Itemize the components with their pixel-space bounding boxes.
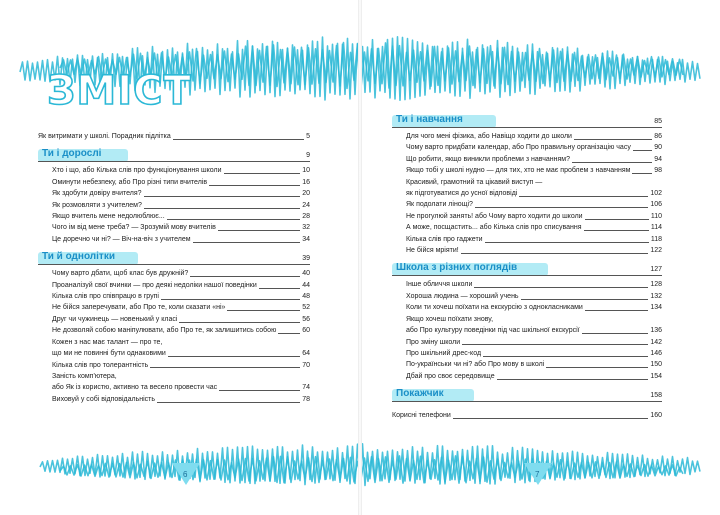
toc-item-page: 44 [302, 281, 310, 289]
toc-item-title: Як розмовляти з учителем? [52, 201, 142, 209]
toc-item[interactable] [392, 154, 662, 165]
toc-item-title: Про шкільний дрес-код [406, 349, 482, 357]
section-title: Ти і навчання [396, 114, 463, 125]
toc-item-page: 10 [302, 167, 310, 175]
toc-item[interactable] [38, 188, 310, 199]
right-page [360, 0, 720, 515]
toc-item[interactable] [38, 325, 310, 336]
toc-item-page: 86 [654, 133, 662, 140]
toc-item-page: 60 [302, 327, 310, 335]
toc-item-title: Якщо хочеш поїхати знову, [406, 315, 494, 323]
toc-item-page: 154 [650, 372, 662, 380]
section-page: 9 [306, 152, 310, 159]
toc-item-title: Не дозволяй собою маніпулювати, або Про те, як залишитись собою [52, 327, 277, 335]
toc-item-page: 94 [654, 155, 662, 163]
toc-item-title: Для чого мені фізика, або Навіщо ходити до школи [406, 133, 572, 140]
toc-item-title: Чому варто дбати, щоб клас був дружній? [52, 270, 189, 278]
toc-item[interactable] [392, 142, 662, 153]
toc-item[interactable] [38, 371, 310, 382]
toc-item-page: 106 [650, 201, 662, 209]
section-title: Покажчик [396, 388, 444, 400]
toc-item[interactable] [38, 222, 310, 233]
toc-item-page: 20 [302, 190, 310, 198]
toc-item-title: Як витримати у школі. Порадник підлітка [38, 133, 171, 140]
toc-item-page: 134 [650, 304, 662, 312]
toc-item[interactable] [392, 359, 662, 370]
toc-item-title: що ми не повинні бути однаковими [52, 350, 166, 358]
toc-item-page: 70 [302, 361, 310, 369]
toc-item[interactable] [392, 211, 662, 222]
toc-left [38, 131, 310, 405]
toc-item[interactable] [38, 291, 310, 302]
toc-item[interactable] [38, 165, 310, 176]
toc-item-page: 52 [302, 304, 310, 312]
toc-item-title: Це доречно чи ні? — Віч-на-віч з учителем [52, 235, 191, 243]
toc-item[interactable] [392, 234, 662, 245]
toc-item-title: Як здобути довіру вчителя? [52, 190, 142, 198]
toc-item-title: Кілька слів про гаджети [406, 235, 483, 243]
toc-right [392, 108, 662, 422]
toc-item[interactable] [38, 211, 310, 222]
toc-item-title: Інше обличчя школи [406, 281, 473, 289]
toc-item[interactable] [38, 200, 310, 211]
toc-item-page: 28 [302, 213, 310, 221]
toc-item-page: 24 [302, 201, 310, 209]
toc-item-title: або Як із користю, активно та весело провести час [52, 384, 218, 392]
section-title: Ти і дорослі [42, 148, 102, 160]
toc-item[interactable] [38, 314, 310, 325]
toc-item[interactable] [392, 222, 662, 233]
toc-item-page: 102 [650, 190, 662, 198]
toc-item-title: Чому варто придбати календар, або Про правильну організацію часу [406, 144, 631, 152]
toc-item-title: Не бійся заперечувати, або Про те, коли сказати «ні» [52, 304, 226, 312]
toc-item[interactable] [392, 177, 662, 188]
toc-item-title: Не прогулюй занять! або Чому варто ходити до школи [406, 212, 583, 220]
toc-item-page: 114 [650, 224, 662, 232]
toc-item[interactable] [392, 165, 662, 176]
section-heading[interactable] [38, 148, 310, 162]
section-title: Ти й однолітки [42, 251, 115, 263]
toc-item-title: Чого ім від мене треба? — Зрозумій мову вчителів [52, 224, 216, 232]
toc-outro[interactable] [392, 410, 662, 421]
section-page: 127 [650, 266, 662, 274]
section-heading[interactable] [38, 251, 310, 265]
toc-item[interactable] [38, 302, 310, 313]
toc-item[interactable] [392, 325, 662, 336]
toc-item[interactable] [392, 131, 662, 142]
toc-item-page: 118 [650, 235, 662, 243]
toc-item[interactable] [392, 199, 662, 210]
page-number: 7 [535, 470, 540, 479]
toc-item-page: 142 [650, 338, 662, 346]
toc-item-title: А може, посщастить... або Кілька слів про списування [406, 224, 582, 232]
toc-item-title: Як подолати лінощі? [406, 201, 473, 209]
toc-item-title: Коли ти хочеш поїхати на екскурсію з однокласниками [406, 304, 583, 312]
toc-item[interactable] [38, 394, 310, 405]
toc-item-page: 98 [654, 167, 662, 175]
toc-item-page: 122 [650, 247, 662, 255]
toc-item-page: 150 [650, 361, 662, 369]
section-title: Школа з різних поглядів [396, 262, 518, 274]
toc-item-title: Кожен з нас має талант — про те, [52, 338, 163, 346]
toc-item-title: Виховуй у собі відповідальність [52, 395, 156, 403]
toc-item-title: Кілька слів про толерантність [52, 361, 149, 369]
toc-item[interactable] [392, 314, 662, 325]
toc-item-title: Не бійся мріяти! [406, 247, 459, 255]
toc-item-page: 136 [650, 327, 662, 335]
toc-item-page: 5 [306, 133, 310, 140]
toc-item-title: Якщо тобі у школі нудно — для тих, хто не має проблем з навчанням [406, 167, 631, 175]
toc-item-title: Красивий, грамотний та цікавий виступ — [406, 178, 543, 186]
toc-item-title: Хороша людина — хороший учень [406, 292, 519, 300]
section-page: 158 [650, 391, 662, 399]
toc-item-title: Заність комп'ютера, [52, 372, 117, 380]
toc-item-page: 78 [302, 395, 310, 403]
toc-item-page: 90 [654, 144, 662, 152]
section-heading[interactable] [392, 114, 662, 128]
toc-item[interactable] [38, 360, 310, 371]
toc-item[interactable] [392, 291, 662, 302]
toc-item-title: або Про культуру поведінки під час шкільної екскурсії [406, 327, 580, 335]
section-page: 39 [302, 254, 310, 262]
section-heading[interactable] [392, 262, 662, 276]
toc-item-title: Про зміну школи [406, 338, 461, 346]
toc-item[interactable] [392, 245, 662, 256]
toc-item[interactable] [38, 382, 310, 393]
section-heading[interactable] [392, 388, 662, 402]
toc-item-page: 56 [302, 315, 310, 323]
toc-item-page: 128 [650, 281, 662, 289]
toc-item[interactable] [38, 337, 310, 348]
toc-item-page: 40 [302, 270, 310, 278]
toc-item[interactable] [392, 188, 662, 199]
toc-item[interactable] [392, 348, 662, 359]
toc-item-page: 34 [302, 235, 310, 243]
toc-item-title: Хто і що, або Кілька слів про функціонування школи [52, 167, 222, 175]
toc-item[interactable] [38, 177, 310, 188]
toc-item[interactable] [392, 371, 662, 382]
toc-intro[interactable] [38, 131, 310, 142]
section-page: 85 [654, 117, 662, 125]
toc-item-page: 16 [302, 178, 310, 186]
toc-item[interactable] [38, 280, 310, 291]
toc-item-title: По-українськи чи ні? або Про мову в школі [406, 361, 545, 369]
toc-item-title: Дбай про своє середовище [406, 372, 495, 380]
toc-item-page: 64 [302, 350, 310, 358]
toc-item[interactable] [38, 268, 310, 279]
toc-item-title: як підготуватися до усної відповіді [406, 190, 518, 198]
toc-item-title: Кілька слів про співпрацю в групі [52, 293, 159, 301]
toc-item-page: 74 [302, 384, 310, 392]
toc-item-title: Друг чи чужинець — новенький у класі [52, 315, 178, 323]
toc-item[interactable] [38, 234, 310, 245]
toc-item-page: 132 [650, 292, 662, 300]
page-number: 6 [183, 470, 188, 479]
toc-item[interactable] [392, 279, 662, 290]
toc-item-title: Проаналізуй свої вчинки — про деякі недоліки нашої поведінки [52, 281, 257, 289]
toc-item-page: 146 [650, 349, 662, 357]
toc-item-title: Оминути небезпеку, або Про різні типи вчителів [52, 178, 208, 186]
page-title: ЗМІСТ [47, 68, 192, 114]
toc-item-page: 48 [302, 293, 310, 301]
toc-item-page: 32 [302, 224, 310, 232]
toc-item[interactable] [392, 337, 662, 348]
toc-item-page: 110 [650, 212, 662, 220]
toc-item[interactable] [392, 302, 662, 313]
toc-item[interactable] [38, 348, 310, 359]
toc-item-title: Корисні телефони [392, 412, 451, 420]
toc-item-page: 160 [650, 412, 662, 420]
toc-item-title: Що робити, якщо виникли проблеми з навчанням? [406, 155, 570, 163]
toc-item-title: Якщо вчитель мене недолюблює... [52, 213, 165, 221]
